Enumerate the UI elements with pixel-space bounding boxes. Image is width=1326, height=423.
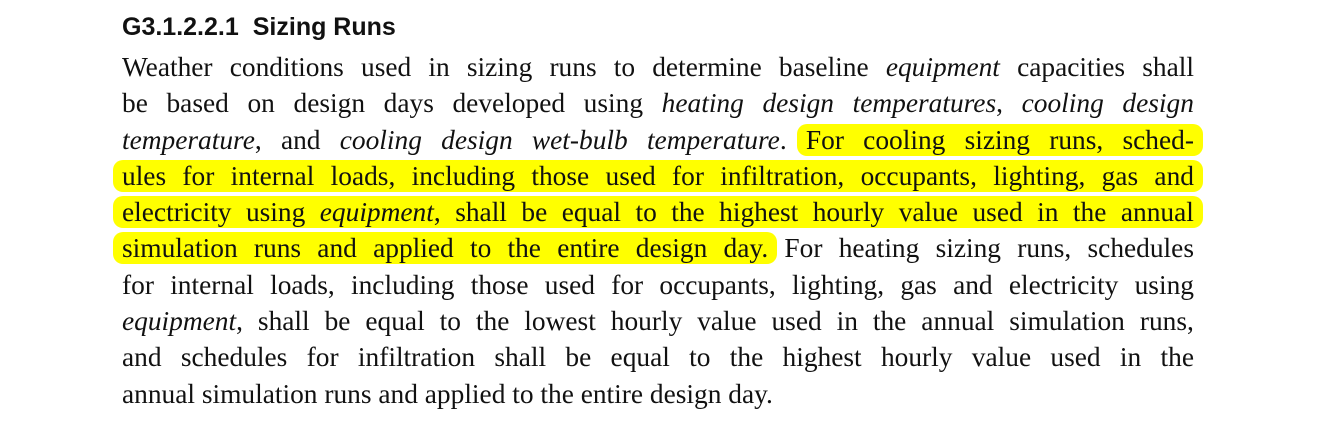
text-run: to [439, 306, 461, 337]
section-title: Sizing Runs [252, 13, 396, 41]
text-run: electricity [1008, 269, 1119, 300]
word [1033, 194, 1062, 230]
paragraph-line [122, 267, 1194, 303]
text-run: in [1037, 197, 1059, 228]
italic-term: temperature [122, 124, 255, 155]
word [1120, 339, 1141, 375]
text-run: . [779, 124, 787, 155]
text-run: infiltration [357, 342, 476, 373]
italic-term: design [762, 88, 834, 119]
text-run: including [411, 160, 516, 191]
word [895, 194, 962, 230]
text-run: , [236, 306, 243, 337]
text-run: be [122, 88, 148, 119]
text-run: the [1160, 342, 1194, 373]
text-run: and [1154, 160, 1194, 191]
text-run: , [433, 197, 441, 228]
text-run: the [1072, 197, 1107, 228]
text-run: gas [900, 269, 937, 300]
text-run: Weather [122, 52, 213, 82]
word [532, 122, 628, 158]
word [668, 158, 708, 194]
text-run: schedules [180, 342, 288, 373]
word [565, 339, 591, 375]
word [1050, 339, 1100, 375]
paragraph-line [122, 49, 1194, 85]
text-run: design [293, 88, 366, 119]
word [631, 194, 660, 230]
word [1088, 230, 1195, 266]
text-run: to [635, 197, 657, 228]
word [611, 339, 670, 375]
text-run: baseline [778, 52, 869, 82]
text-run: schedules [1087, 233, 1194, 264]
text-run: sizing [935, 233, 1001, 264]
text-run: the [872, 306, 907, 337]
text-run: for [672, 160, 704, 191]
text-run: ules [122, 160, 167, 191]
word [1017, 49, 1125, 85]
italic-term: equipment [319, 197, 434, 228]
text-run: runs, [1139, 306, 1194, 337]
italic-term: cooling [339, 124, 422, 155]
word [476, 303, 509, 339]
text-run: days [383, 88, 434, 119]
text-run: runs, [1017, 233, 1072, 264]
text-run: equal [610, 342, 670, 373]
italic-term: cooling [1021, 88, 1104, 119]
word [961, 122, 1034, 158]
word [1022, 85, 1104, 121]
text-run: the [671, 197, 705, 228]
text-run: the [729, 342, 764, 373]
text-run: highest [782, 342, 862, 373]
text-run: shall [1142, 52, 1194, 82]
word [250, 230, 305, 266]
text-run: hourly [880, 342, 953, 373]
word [122, 122, 262, 158]
word [549, 49, 596, 85]
word [662, 85, 744, 121]
word [792, 267, 884, 303]
text-run: for [122, 269, 154, 300]
text-run: design [635, 233, 708, 264]
word [258, 303, 310, 339]
word [921, 303, 994, 339]
word [1017, 230, 1071, 266]
word [968, 194, 1026, 230]
word [783, 339, 862, 375]
word [1118, 122, 1198, 158]
italic-term: wet-bulb [531, 124, 628, 155]
text-run: used [605, 160, 656, 191]
section-paragraph [122, 49, 1194, 412]
word [1069, 194, 1110, 230]
word [802, 122, 848, 158]
word [989, 158, 1089, 194]
text-run: lighting, [993, 160, 1086, 191]
text-run: using [1134, 269, 1194, 300]
text-run: the [475, 306, 510, 337]
word [365, 303, 424, 339]
word [384, 85, 434, 121]
word [230, 49, 344, 85]
word [602, 158, 660, 194]
paragraph-line [122, 230, 1194, 266]
text-run: used [1050, 342, 1101, 373]
word [857, 158, 981, 194]
text-run: highest [719, 197, 799, 228]
text-run: day. [723, 233, 769, 264]
word [327, 158, 400, 194]
word [527, 158, 593, 194]
word [494, 339, 546, 375]
word [762, 85, 834, 121]
paragraph-line [122, 194, 1194, 230]
word [122, 49, 213, 85]
word [1009, 267, 1119, 303]
text-run: including [351, 269, 455, 300]
word [1117, 194, 1198, 230]
italic-term: equipment [885, 52, 1000, 82]
italic-term: design [441, 124, 513, 155]
paragraph-line [122, 303, 1194, 339]
text-run: occupants, [860, 160, 977, 191]
word [647, 122, 787, 158]
word [881, 339, 953, 375]
word [809, 194, 889, 230]
word [316, 194, 445, 230]
text-run: annual [921, 306, 995, 337]
word [936, 230, 1001, 266]
section-heading [122, 12, 1194, 42]
word [281, 122, 321, 158]
text-run: those [531, 160, 590, 191]
text-run: gas [1101, 160, 1139, 191]
word [242, 194, 309, 230]
text-run: hourly [812, 197, 885, 228]
italic-term: temperatures [852, 88, 997, 119]
word [181, 339, 288, 375]
paragraph-line [122, 85, 1194, 121]
paragraph-line [122, 122, 1194, 158]
word [558, 194, 625, 230]
text-run: using [583, 88, 644, 119]
text-run: those [470, 269, 529, 300]
text-run: conditions [229, 52, 344, 82]
word [340, 122, 422, 158]
word [408, 158, 519, 194]
word [614, 49, 635, 85]
word [122, 339, 162, 375]
text-run: runs [549, 52, 597, 82]
text-run: for [611, 269, 644, 300]
word [361, 49, 411, 85]
word [524, 303, 596, 339]
word [545, 267, 595, 303]
text-run: for [306, 342, 339, 373]
word [553, 230, 623, 266]
text-run: lighting, [792, 269, 885, 300]
text-run: runs [253, 233, 302, 264]
paragraph-line [122, 339, 1194, 375]
word [953, 267, 993, 303]
text-run: internal [170, 269, 254, 300]
word [358, 339, 475, 375]
text-run: hourly [610, 306, 683, 337]
word [178, 158, 218, 194]
word [452, 85, 565, 121]
word [307, 339, 339, 375]
text-run: simulation [1009, 306, 1125, 337]
word [517, 194, 551, 230]
word [428, 49, 449, 85]
word [715, 194, 802, 230]
word [652, 49, 762, 85]
word [839, 230, 920, 266]
word [122, 267, 154, 303]
word [697, 303, 756, 339]
word [720, 230, 773, 266]
text-run: to [689, 342, 711, 373]
text-run: based [166, 88, 229, 119]
italic-term: design [1122, 88, 1194, 119]
word [466, 230, 495, 266]
word [716, 158, 848, 194]
text-run: loads, [330, 160, 396, 191]
text-run: simulation [122, 233, 238, 264]
word [1009, 303, 1125, 339]
text-run: in [1119, 342, 1142, 373]
word [900, 267, 937, 303]
word [667, 194, 708, 230]
word [227, 158, 319, 194]
text-run: used [544, 269, 595, 300]
text-run: applied [373, 233, 454, 264]
text-run: , [254, 124, 262, 155]
word [166, 85, 228, 121]
text-run: in [836, 306, 858, 337]
word [369, 230, 458, 266]
text-run: loads, [270, 269, 335, 300]
word [1135, 267, 1194, 303]
text-run: entire [557, 233, 620, 264]
text-run: electricity [122, 197, 232, 228]
text-run: be [521, 197, 548, 228]
text-run: sched- [1122, 124, 1194, 155]
word [440, 303, 461, 339]
word [247, 85, 274, 121]
text-run: equal [561, 197, 622, 228]
text-run: be [565, 342, 592, 373]
word [441, 122, 513, 158]
text-run: used [361, 52, 412, 82]
text-run: value [697, 306, 757, 337]
word [294, 85, 366, 121]
italic-term: equipment [122, 306, 237, 337]
text-run: and [280, 124, 321, 155]
word [118, 194, 236, 230]
text-run: used [771, 306, 822, 337]
word [611, 267, 643, 303]
text-run: to [469, 233, 492, 264]
text-run: capacities [1017, 52, 1126, 82]
word [659, 267, 775, 303]
word [1045, 122, 1107, 158]
text-run: determine [652, 52, 762, 82]
text-run: developed [452, 88, 566, 119]
text-run: the [507, 233, 541, 264]
text-run: sizing [466, 52, 533, 82]
text-run: cooling [863, 124, 946, 155]
word [611, 303, 683, 339]
text-run: for [182, 160, 215, 191]
italic-term: temperature [646, 124, 780, 155]
text-run: and [122, 342, 162, 373]
text-run: using [245, 197, 306, 228]
text-run: annual simulation runs and applied to the entire design day. [122, 378, 773, 409]
text-run: sizing [964, 124, 1030, 155]
word [584, 85, 643, 121]
italic-term: heating [661, 88, 744, 119]
word [313, 230, 361, 266]
section-number: G3.1.2.2.1 [122, 13, 239, 41]
word [859, 122, 949, 158]
word [471, 267, 529, 303]
text-run: For [805, 124, 844, 155]
text-run: annual [1120, 197, 1194, 228]
text-run: , [996, 88, 1003, 119]
text-run: occupants, [659, 269, 776, 300]
text-run: value [898, 197, 959, 228]
text-run: For [784, 233, 823, 264]
word [351, 267, 454, 303]
word [467, 49, 532, 85]
word [1098, 158, 1143, 194]
word [1161, 339, 1194, 375]
text-run: used [972, 197, 1023, 228]
word [837, 303, 858, 339]
word [632, 230, 712, 266]
word [122, 85, 148, 121]
text-run: on [247, 88, 275, 119]
text-run: infiltration, [720, 160, 845, 191]
word [1122, 85, 1194, 121]
word [118, 158, 170, 194]
word [1140, 303, 1194, 339]
word [689, 339, 710, 375]
text-run: shall [455, 197, 507, 228]
text-run: and [317, 233, 357, 264]
text-run: to [613, 52, 636, 82]
word [170, 267, 254, 303]
text-run: lowest [524, 306, 596, 337]
word [779, 49, 869, 85]
word [451, 194, 511, 230]
paragraph-line [122, 158, 1194, 194]
word [325, 303, 351, 339]
document-section [122, 12, 1194, 412]
text-run: in [428, 52, 450, 82]
paragraph-line [122, 376, 1194, 412]
word [784, 230, 822, 266]
word [730, 339, 763, 375]
text-run: heating [838, 233, 920, 264]
word [853, 85, 1003, 121]
word [504, 230, 545, 266]
word [771, 303, 821, 339]
text-run: be [324, 306, 351, 337]
word [118, 230, 242, 266]
text-run: internal [230, 160, 315, 191]
word [873, 303, 906, 339]
text-run: equal [365, 306, 425, 337]
word [972, 339, 1031, 375]
text-run: runs, [1049, 124, 1104, 155]
text-run: shall [257, 306, 310, 337]
word [1150, 158, 1198, 194]
text-run: value [971, 342, 1032, 373]
word [122, 303, 243, 339]
text-run: shall [494, 342, 547, 373]
word [886, 49, 1000, 85]
text-run: and [953, 269, 993, 300]
word [1142, 49, 1194, 85]
word [270, 267, 335, 303]
